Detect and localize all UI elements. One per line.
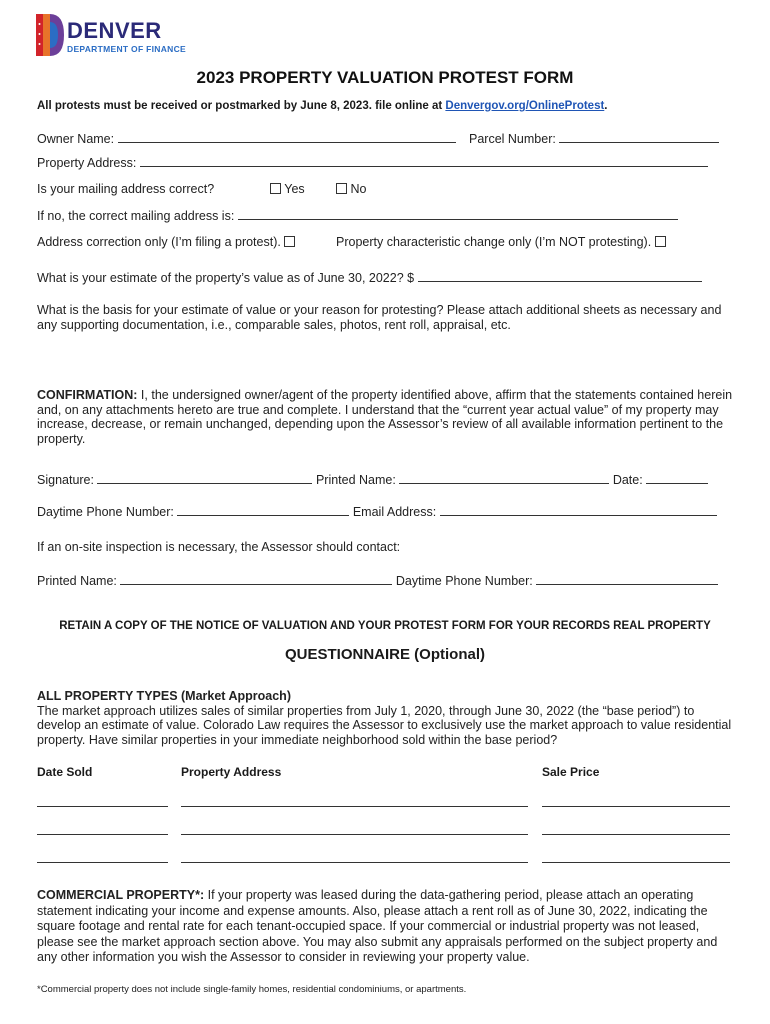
correct-mailing-row bbox=[37, 209, 678, 223]
sale-3-date-field[interactable] bbox=[37, 862, 168, 863]
inspection-phone-field[interactable] bbox=[536, 574, 718, 585]
parcel-number-field[interactable] bbox=[559, 132, 719, 143]
sale-2-date-field[interactable] bbox=[37, 834, 168, 835]
inspection-phone-label: Daytime Phone Number: bbox=[395, 574, 533, 588]
date-label: Date: bbox=[612, 473, 643, 487]
signature-field[interactable] bbox=[97, 473, 312, 484]
address-correction-option[interactable] bbox=[37, 235, 295, 249]
col-date-sold: Date Sold bbox=[37, 765, 93, 779]
basis-text: What is the basis for your estimate of value or your reason for protesting? Please attach additional sheets as necessary and any supporting documentation, i.e., comparable sales, photos, rent roll, appraisal, etc. bbox=[37, 303, 722, 332]
yes-label: Yes bbox=[284, 182, 305, 196]
date-field[interactable] bbox=[646, 473, 708, 484]
sale-3-price-field[interactable] bbox=[542, 862, 730, 863]
signature-row bbox=[37, 473, 708, 487]
mailing-yes-option[interactable] bbox=[270, 182, 305, 196]
inspection-text: If an on-site inspection is necessary, the Assessor should contact: bbox=[37, 540, 401, 554]
col-property-address: Property Address bbox=[181, 765, 282, 779]
owner-name-label: Owner Name: bbox=[37, 132, 115, 146]
parcel-number-row bbox=[469, 132, 719, 146]
contact-row bbox=[37, 505, 717, 519]
deadline-note-end: . bbox=[604, 100, 608, 112]
signature-label: Signature: bbox=[37, 473, 94, 487]
characteristic-change-checkbox[interactable] bbox=[655, 236, 666, 247]
estimate-row bbox=[37, 271, 702, 285]
confirmation-text: I, the undersigned owner/agent of the property identified above, affirm that the statements contained herein and, on any attachments hereto are true and complete. I understand that the “current year actual value” of my property may increase, decrease, or remain unchanged, depending upon the Assessor’s review of all available information pertinent to the property. bbox=[37, 388, 733, 446]
sale-2-price-field[interactable] bbox=[542, 834, 730, 835]
commercial-footnote: *Commercial property does not include single-family homes, residential condominiums, or apartments. bbox=[37, 984, 467, 995]
inspection-printed-name-label: Printed Name: bbox=[37, 574, 117, 588]
commercial-label: COMMERCIAL PROPERTY*: bbox=[37, 888, 205, 902]
market-approach-heading: ALL PROPERTY TYPES (Market Approach) bbox=[37, 689, 291, 703]
deadline-note bbox=[37, 100, 608, 112]
characteristic-change-label: Property characteristic change only (I’m NOT protesting). bbox=[336, 235, 652, 249]
email-field[interactable] bbox=[440, 505, 717, 516]
sale-1-date-field[interactable] bbox=[37, 806, 168, 807]
daytime-phone-label: Daytime Phone Number: bbox=[37, 505, 174, 519]
commercial-paragraph bbox=[37, 888, 737, 966]
address-correction-checkbox[interactable] bbox=[284, 236, 295, 247]
estimate-field[interactable] bbox=[418, 271, 702, 282]
confirmation-paragraph bbox=[37, 388, 737, 446]
address-correction-label: Address correction only (I’m filing a protest). bbox=[37, 235, 281, 249]
owner-name-row bbox=[37, 132, 456, 146]
sale-1-price-field[interactable] bbox=[542, 806, 730, 807]
printed-name-label: Printed Name: bbox=[315, 473, 396, 487]
sale-3-address-field[interactable] bbox=[181, 862, 528, 863]
printed-name-field[interactable] bbox=[399, 473, 609, 484]
logo-subtitle: DEPARTMENT OF FINANCE bbox=[67, 44, 186, 54]
confirmation-label: CONFIRMATION: bbox=[37, 388, 138, 402]
mailing-no-option[interactable] bbox=[336, 182, 366, 196]
deadline-note-text: All protests must be received or postmarked by June 8, 2023. file online at bbox=[37, 100, 446, 112]
parcel-number-label: Parcel Number: bbox=[469, 132, 556, 146]
estimate-label: What is your estimate of the property’s value as of June 30, 2022? $ bbox=[37, 271, 415, 285]
denver-logo bbox=[36, 14, 236, 58]
form-title: 2023 PROPERTY VALUATION PROTEST FORM bbox=[196, 68, 574, 87]
no-label: No bbox=[350, 182, 367, 196]
sale-1-address-field[interactable] bbox=[181, 806, 528, 807]
col-sale-price: Sale Price bbox=[542, 765, 600, 779]
yes-checkbox[interactable] bbox=[270, 183, 281, 194]
online-protest-link[interactable]: Denvergov.org/OnlineProtest bbox=[445, 100, 605, 112]
denver-d-logo-icon bbox=[36, 14, 64, 56]
correct-mailing-label: If no, the correct mailing address is: bbox=[37, 209, 235, 223]
mailing-question: Is your mailing address correct? bbox=[37, 182, 215, 196]
email-label: Email Address: bbox=[352, 505, 437, 519]
characteristic-change-option[interactable] bbox=[336, 235, 666, 249]
retain-notice: RETAIN A COPY OF THE NOTICE OF VALUATION AND YOUR PROTEST FORM FOR YOUR RECORDS REAL PROPERTY bbox=[59, 620, 711, 632]
property-address-row bbox=[37, 156, 708, 170]
inspection-printed-name-field[interactable] bbox=[120, 574, 392, 585]
owner-name-field[interactable] bbox=[118, 132, 456, 143]
property-address-field[interactable] bbox=[140, 156, 708, 167]
sale-2-address-field[interactable] bbox=[181, 834, 528, 835]
market-approach-text: The market approach utilizes sales of similar properties from July 1, 2020, through June 30, 2022 (the “base period”) to develop an estimate of value. Colorado Law requires the Assessor to exclusively use the market approach to value residential property. Have similar properties in your immediate neighborhood sold within the base period? bbox=[37, 703, 732, 747]
commercial-text: If your property was leased during the data-gathering period, please attach an operating statement indicating your income and expense amounts. Also, please attach a rent roll as of June 30, 2022, indicating the square footage and rental rate for each tenant-occupied space. If your commercial or industrial property was not leased, please see the market approach section above. You may also submit any appraisals performed on the subject property and any other information you wish the Assessor to consider in reviewing your property value. bbox=[37, 888, 718, 964]
questionnaire-title: QUESTIONNAIRE (Optional) bbox=[285, 646, 485, 663]
daytime-phone-field[interactable] bbox=[177, 505, 349, 516]
inspection-contact-row bbox=[37, 574, 718, 588]
property-address-label: Property Address: bbox=[37, 156, 137, 170]
market-approach-section bbox=[37, 689, 737, 747]
logo-title: DENVER bbox=[67, 18, 162, 43]
no-checkbox[interactable] bbox=[336, 183, 347, 194]
correct-mailing-field[interactable] bbox=[238, 209, 678, 220]
